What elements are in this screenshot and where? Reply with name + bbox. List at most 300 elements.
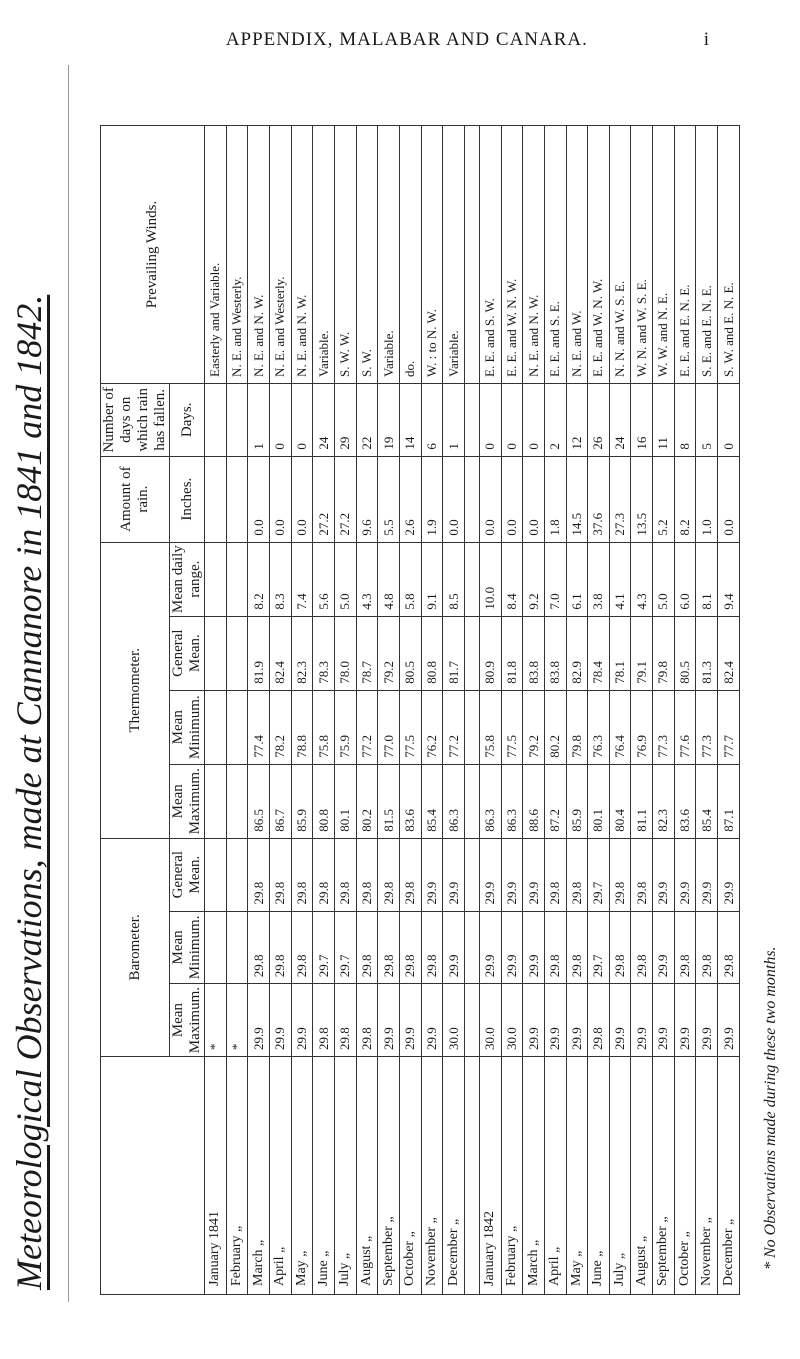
- cell-month: November „: [421, 1056, 443, 1294]
- cell-range: 7.0: [544, 542, 566, 616]
- cell-tmax: 87.2: [544, 764, 566, 838]
- cell-month: August „: [356, 1056, 378, 1294]
- cell-month: May „: [566, 1056, 588, 1294]
- cell-tgen: 80.9: [479, 616, 501, 690]
- cell-month: June „: [313, 1056, 335, 1294]
- cell-tgen: 81.8: [501, 616, 523, 690]
- cell-bmax: 29.9: [399, 984, 421, 1057]
- cell-range: 4.8: [378, 542, 400, 616]
- cell-days: [205, 383, 227, 456]
- baro-min-header: Mean Minimum.: [170, 911, 205, 984]
- cell-bgen: [205, 838, 227, 911]
- baro-gen-header: General Mean.: [170, 838, 205, 911]
- cell-tgen: 83.8: [523, 616, 545, 690]
- table-row: [205, 126, 227, 1295]
- cell-bmax: 29.9: [544, 984, 566, 1057]
- cell-days: 11: [653, 383, 675, 456]
- rotated-table-container: [100, 125, 740, 1295]
- table-row: [399, 126, 421, 1295]
- cell-tmin: 75.8: [479, 690, 501, 764]
- cell-range: 5.6: [313, 542, 335, 616]
- cell-rain: 37.6: [588, 456, 610, 542]
- cell-bmin: 29.8: [291, 911, 313, 984]
- cell-month: December „: [443, 1056, 465, 1294]
- cell-bmax: 29.8: [334, 984, 356, 1057]
- cell-winds: E. E. and W. N. W.: [501, 126, 523, 384]
- cell-winds: E. E. and W. N. W.: [588, 126, 610, 384]
- cell-bmin: 29.8: [696, 911, 718, 984]
- cell-winds: N. E. and Westerly.: [269, 126, 291, 384]
- cell-days: 5: [696, 383, 718, 456]
- cell-days: 0: [718, 383, 740, 456]
- table-row: [653, 126, 675, 1295]
- cell-bmin: 29.7: [313, 911, 335, 984]
- cell-bgen: 29.9: [523, 838, 545, 911]
- cell-winds: W. W. and N. E.: [653, 126, 675, 384]
- cell-bgen: 29.9: [674, 838, 696, 911]
- cell-winds: Variable.: [443, 126, 465, 384]
- cell-range: 8.4: [501, 542, 523, 616]
- cell-range: 8.1: [696, 542, 718, 616]
- year-separator: [464, 126, 479, 1295]
- cell-days: 16: [631, 383, 653, 456]
- cell-rain: 27.3: [609, 456, 631, 542]
- cell-days: 8: [674, 383, 696, 456]
- cell-bgen: 29.8: [399, 838, 421, 911]
- cell-bmax: 29.9: [631, 984, 653, 1057]
- cell-tmin: 78.8: [291, 690, 313, 764]
- cell-bmin: [205, 911, 227, 984]
- page-title: Meteorological Observations, made at Cannanore in 1841 and 1842.: [9, 294, 49, 1290]
- therm-gen-header: General Mean.: [170, 616, 205, 690]
- therm-range-header: Mean daily range.: [170, 542, 205, 616]
- cell-days: 6: [421, 383, 443, 456]
- cell-tgen: 78.7: [356, 616, 378, 690]
- therm-max-header: Mean Maximum.: [170, 764, 205, 838]
- table-body: [205, 126, 740, 1295]
- cell-tgen: 79.8: [653, 616, 675, 690]
- table-row: [443, 126, 465, 1295]
- cell-days: 24: [609, 383, 631, 456]
- cell-month: February „: [501, 1056, 523, 1294]
- separator-cell: [464, 984, 479, 1057]
- cell-rain: 0.0: [248, 456, 270, 542]
- running-title: APPENDIX, MALABAR AND CANARA.: [225, 29, 588, 50]
- separator-cell: [464, 1056, 479, 1294]
- cell-bmax: 29.9: [421, 984, 443, 1057]
- cell-bmax: 29.9: [291, 984, 313, 1057]
- cell-tgen: 82.9: [566, 616, 588, 690]
- cell-rain: 27.2: [313, 456, 335, 542]
- cell-bgen: 29.9: [443, 838, 465, 911]
- cell-days: 26: [588, 383, 610, 456]
- cell-bgen: 29.8: [378, 838, 400, 911]
- cell-tmax: 85.4: [696, 764, 718, 838]
- cell-range: 8.2: [248, 542, 270, 616]
- table-row: [356, 126, 378, 1295]
- cell-bmax: 30.0: [443, 984, 465, 1057]
- cell-bmin: 29.8: [566, 911, 588, 984]
- cell-tmin: 77.3: [696, 690, 718, 764]
- cell-tgen: 81.3: [696, 616, 718, 690]
- cell-bmin: 29.8: [356, 911, 378, 984]
- cell-tmax: 80.2: [356, 764, 378, 838]
- cell-winds: S. E. and E. N. E.: [696, 126, 718, 384]
- cell-bgen: 29.8: [544, 838, 566, 911]
- cell-month: January 1842: [479, 1056, 501, 1294]
- cell-bgen: 29.9: [696, 838, 718, 911]
- cell-bmin: [226, 911, 248, 984]
- cell-tmin: 76.9: [631, 690, 653, 764]
- cell-tmin: 80.2: [544, 690, 566, 764]
- cell-rain: 0.0: [291, 456, 313, 542]
- cell-rain: 13.5: [631, 456, 653, 542]
- cell-tmax: 85.9: [291, 764, 313, 838]
- cell-winds: N. E. and Westerly.: [226, 126, 248, 384]
- cell-bmin: 29.8: [269, 911, 291, 984]
- cell-tmin: 77.4: [248, 690, 270, 764]
- cell-tmax: [226, 764, 248, 838]
- cell-bgen: 29.8: [269, 838, 291, 911]
- cell-tmax: 80.4: [609, 764, 631, 838]
- cell-bgen: 29.9: [653, 838, 675, 911]
- cell-rain: 0.0: [718, 456, 740, 542]
- cell-month: September „: [653, 1056, 675, 1294]
- cell-bmax: *: [226, 984, 248, 1057]
- cell-days: 0: [291, 383, 313, 456]
- cell-bmax: 29.9: [378, 984, 400, 1057]
- table-row: [631, 126, 653, 1295]
- cell-tgen: 81.7: [443, 616, 465, 690]
- cell-bgen: 29.8: [334, 838, 356, 911]
- therm-min-header: Mean Minimum.: [170, 690, 205, 764]
- cell-winds: W. N. and W. S. E.: [631, 126, 653, 384]
- cell-bgen: 29.8: [291, 838, 313, 911]
- cell-bmax: 29.8: [313, 984, 335, 1057]
- cell-tmin: 77.6: [674, 690, 696, 764]
- cell-bgen: 29.9: [479, 838, 501, 911]
- cell-tgen: [226, 616, 248, 690]
- cell-bmin: 29.8: [544, 911, 566, 984]
- cell-bmin: 29.9: [443, 911, 465, 984]
- cell-winds: Variable.: [378, 126, 400, 384]
- cell-range: 4.1: [609, 542, 631, 616]
- cell-tmax: [205, 764, 227, 838]
- cell-bmax: 29.9: [653, 984, 675, 1057]
- cell-winds: N. E. and N. W.: [523, 126, 545, 384]
- cell-bgen: 29.7: [588, 838, 610, 911]
- separator-cell: [464, 911, 479, 984]
- table-row: [544, 126, 566, 1295]
- cell-tmin: [205, 690, 227, 764]
- cell-days: 19: [378, 383, 400, 456]
- cell-rain: 8.2: [674, 456, 696, 542]
- cell-days: 1: [443, 383, 465, 456]
- separator-cell: [464, 456, 479, 542]
- cell-winds: E. E. and E. N. E.: [674, 126, 696, 384]
- cell-tmax: 80.1: [588, 764, 610, 838]
- cell-tmax: 87.1: [718, 764, 740, 838]
- cell-winds: N. E. and N. W.: [291, 126, 313, 384]
- rain-header: Amount of rain.: [101, 456, 170, 542]
- cell-month: January 1841: [205, 1056, 227, 1294]
- cell-bgen: 29.8: [313, 838, 335, 911]
- cell-tgen: 79.2: [378, 616, 400, 690]
- table-row: [378, 126, 400, 1295]
- cell-range: 8.5: [443, 542, 465, 616]
- cell-month: March „: [248, 1056, 270, 1294]
- cell-month: June „: [588, 1056, 610, 1294]
- cell-tmax: 86.7: [269, 764, 291, 838]
- cell-bgen: 29.8: [609, 838, 631, 911]
- cell-tgen: 80.5: [399, 616, 421, 690]
- cell-tmax: 88.6: [523, 764, 545, 838]
- cell-tmax: 85.4: [421, 764, 443, 838]
- cell-tmin: 77.5: [399, 690, 421, 764]
- days-header: Number of days on which rain has fallen.: [101, 383, 170, 456]
- cell-tgen: 79.1: [631, 616, 653, 690]
- cell-range: 9.1: [421, 542, 443, 616]
- cell-days: 1: [248, 383, 270, 456]
- separator-cell: [464, 616, 479, 690]
- cell-month: December „: [718, 1056, 740, 1294]
- cell-tmax: 86.3: [443, 764, 465, 838]
- header-group-row: [101, 126, 170, 1295]
- cell-range: 10.0: [479, 542, 501, 616]
- table-row: [313, 126, 335, 1295]
- footnote: * No Observations made during these two months.: [762, 946, 779, 1270]
- cell-rain: 1.8: [544, 456, 566, 542]
- cell-range: 4.3: [356, 542, 378, 616]
- rain-unit: Inches.: [170, 456, 205, 542]
- table-row: [566, 126, 588, 1295]
- table-row: [269, 126, 291, 1295]
- cell-tmax: 80.1: [334, 764, 356, 838]
- cell-tmax: 83.6: [674, 764, 696, 838]
- cell-bmax: 29.9: [696, 984, 718, 1057]
- cell-tmax: 86.3: [479, 764, 501, 838]
- cell-bmin: 29.8: [718, 911, 740, 984]
- cell-bmin: 29.7: [588, 911, 610, 984]
- cell-tmax: 81.5: [378, 764, 400, 838]
- cell-month: July „: [334, 1056, 356, 1294]
- cell-month: April „: [269, 1056, 291, 1294]
- cell-rain: 0.0: [443, 456, 465, 542]
- cell-tgen: 83.8: [544, 616, 566, 690]
- cell-bgen: 29.8: [566, 838, 588, 911]
- cell-bmin: 29.9: [479, 911, 501, 984]
- cell-tmax: 86.5: [248, 764, 270, 838]
- table-row: [718, 126, 740, 1295]
- cell-bmin: 29.8: [378, 911, 400, 984]
- cell-range: 6.0: [674, 542, 696, 616]
- cell-rain: 0.0: [269, 456, 291, 542]
- cell-bmax: 29.8: [588, 984, 610, 1057]
- cell-tmin: 77.2: [443, 690, 465, 764]
- cell-rain: 1.9: [421, 456, 443, 542]
- cell-tmax: 80.8: [313, 764, 335, 838]
- separator-cell: [464, 542, 479, 616]
- cell-rain: [226, 456, 248, 542]
- month-header: [101, 1056, 205, 1294]
- thermometer-header: Thermometer.: [101, 542, 170, 838]
- cell-bmin: 29.9: [653, 911, 675, 984]
- separator-cell: [464, 383, 479, 456]
- table-row: [248, 126, 270, 1295]
- cell-bmax: 29.8: [356, 984, 378, 1057]
- cell-month: May „: [291, 1056, 313, 1294]
- cell-bmax: 29.9: [523, 984, 545, 1057]
- cell-tmin: 78.2: [269, 690, 291, 764]
- cell-bmin: 29.8: [674, 911, 696, 984]
- cell-range: 5.8: [399, 542, 421, 616]
- cell-winds: S. W. W.: [334, 126, 356, 384]
- cell-range: 7.4: [291, 542, 313, 616]
- cell-tmin: 77.5: [501, 690, 523, 764]
- cell-bmin: 29.8: [421, 911, 443, 984]
- cell-range: 3.8: [588, 542, 610, 616]
- cell-range: 5.0: [653, 542, 675, 616]
- separator-cell: [464, 764, 479, 838]
- table-row: [421, 126, 443, 1295]
- cell-bgen: 29.9: [421, 838, 443, 911]
- cell-tmin: 79.2: [523, 690, 545, 764]
- cell-bmax: *: [205, 984, 227, 1057]
- cell-winds: E. E. and S. W.: [479, 126, 501, 384]
- cell-winds: E. E. and S. E.: [544, 126, 566, 384]
- table-row: [479, 126, 501, 1295]
- cell-bmin: 29.9: [523, 911, 545, 984]
- cell-tmin: 76.4: [609, 690, 631, 764]
- cell-bgen: 29.8: [631, 838, 653, 911]
- cell-tmin: 77.2: [356, 690, 378, 764]
- cell-tmin: [226, 690, 248, 764]
- cell-rain: 5.5: [378, 456, 400, 542]
- table-row: [523, 126, 545, 1295]
- cell-month: March „: [523, 1056, 545, 1294]
- cell-rain: 0.0: [479, 456, 501, 542]
- cell-rain: 9.6: [356, 456, 378, 542]
- cell-tgen: 80.8: [421, 616, 443, 690]
- cell-range: [226, 542, 248, 616]
- cell-range: 9.2: [523, 542, 545, 616]
- winds-header: Prevailing Winds.: [101, 126, 205, 384]
- cell-rain: 2.6: [399, 456, 421, 542]
- cell-bgen: [226, 838, 248, 911]
- cell-days: 12: [566, 383, 588, 456]
- cell-bmin: 29.8: [609, 911, 631, 984]
- cell-month: August „: [631, 1056, 653, 1294]
- cell-bgen: 29.9: [501, 838, 523, 911]
- cell-winds: S. W.: [356, 126, 378, 384]
- cell-tmin: 77.0: [378, 690, 400, 764]
- cell-tgen: 78.1: [609, 616, 631, 690]
- table-row: [334, 126, 356, 1295]
- cell-winds: N. N. and W. S. E.: [609, 126, 631, 384]
- cell-range: 4.3: [631, 542, 653, 616]
- separator-cell: [464, 838, 479, 911]
- cell-bmax: 29.9: [674, 984, 696, 1057]
- table-row: [674, 126, 696, 1295]
- cell-days: 0: [479, 383, 501, 456]
- cell-tmin: 79.8: [566, 690, 588, 764]
- cell-bmax: 30.0: [479, 984, 501, 1057]
- cell-bmin: 29.8: [248, 911, 270, 984]
- cell-month: September „: [378, 1056, 400, 1294]
- cell-bgen: 29.8: [248, 838, 270, 911]
- cell-rain: 27.2: [334, 456, 356, 542]
- cell-range: 9.4: [718, 542, 740, 616]
- table-row: [291, 126, 313, 1295]
- cell-days: [226, 383, 248, 456]
- cell-tmin: 77.3: [653, 690, 675, 764]
- cell-tmax: 83.6: [399, 764, 421, 838]
- cell-bmin: 29.9: [501, 911, 523, 984]
- cell-bmax: 29.9: [248, 984, 270, 1057]
- cell-rain: 0.0: [501, 456, 523, 542]
- cell-winds: N. E. and N. W.: [248, 126, 270, 384]
- cell-tgen: 81.9: [248, 616, 270, 690]
- table-row: [696, 126, 718, 1295]
- cell-winds: W. : to N. W.: [421, 126, 443, 384]
- table-row: [226, 126, 248, 1295]
- cell-tgen: 78.4: [588, 616, 610, 690]
- page-header: [110, 20, 710, 60]
- cell-tgen: 78.0: [334, 616, 356, 690]
- cell-tgen: 82.3: [291, 616, 313, 690]
- cell-bmax: 29.9: [269, 984, 291, 1057]
- cell-bmax: 30.0: [501, 984, 523, 1057]
- cell-bmax: 29.9: [718, 984, 740, 1057]
- separator-cell: [464, 690, 479, 764]
- cell-rain: 5.2: [653, 456, 675, 542]
- cell-days: 29: [334, 383, 356, 456]
- cell-tgen: 78.3: [313, 616, 335, 690]
- cell-days: 0: [523, 383, 545, 456]
- days-unit: Days.: [170, 383, 205, 456]
- cell-bgen: 29.8: [356, 838, 378, 911]
- cell-days: 22: [356, 383, 378, 456]
- cell-bmin: 29.8: [399, 911, 421, 984]
- cell-winds: S. W. and E. N. E.: [718, 126, 740, 384]
- cell-bmin: 29.7: [334, 911, 356, 984]
- cell-winds: Easterly and Variable.: [205, 126, 227, 384]
- cell-month: February „: [226, 1056, 248, 1294]
- cell-range: 6.1: [566, 542, 588, 616]
- cell-rain: 0.0: [523, 456, 545, 542]
- cell-winds: N. E. and W.: [566, 126, 588, 384]
- cell-tmax: 82.3: [653, 764, 675, 838]
- cell-tgen: 80.5: [674, 616, 696, 690]
- cell-tgen: 82.4: [718, 616, 740, 690]
- cell-bmin: 29.8: [631, 911, 653, 984]
- cell-tmin: 76.2: [421, 690, 443, 764]
- cell-range: 5.0: [334, 542, 356, 616]
- table-row: [609, 126, 631, 1295]
- cell-month: April „: [544, 1056, 566, 1294]
- cell-tgen: [205, 616, 227, 690]
- cell-bgen: 29.9: [718, 838, 740, 911]
- cell-month: November „: [696, 1056, 718, 1294]
- cell-range: [205, 542, 227, 616]
- cell-month: October „: [674, 1056, 696, 1294]
- table-row: [501, 126, 523, 1295]
- cell-tgen: 82.4: [269, 616, 291, 690]
- cell-bmax: 29.9: [609, 984, 631, 1057]
- table-row: [588, 126, 610, 1295]
- cell-tmin: 76.3: [588, 690, 610, 764]
- cell-days: 0: [501, 383, 523, 456]
